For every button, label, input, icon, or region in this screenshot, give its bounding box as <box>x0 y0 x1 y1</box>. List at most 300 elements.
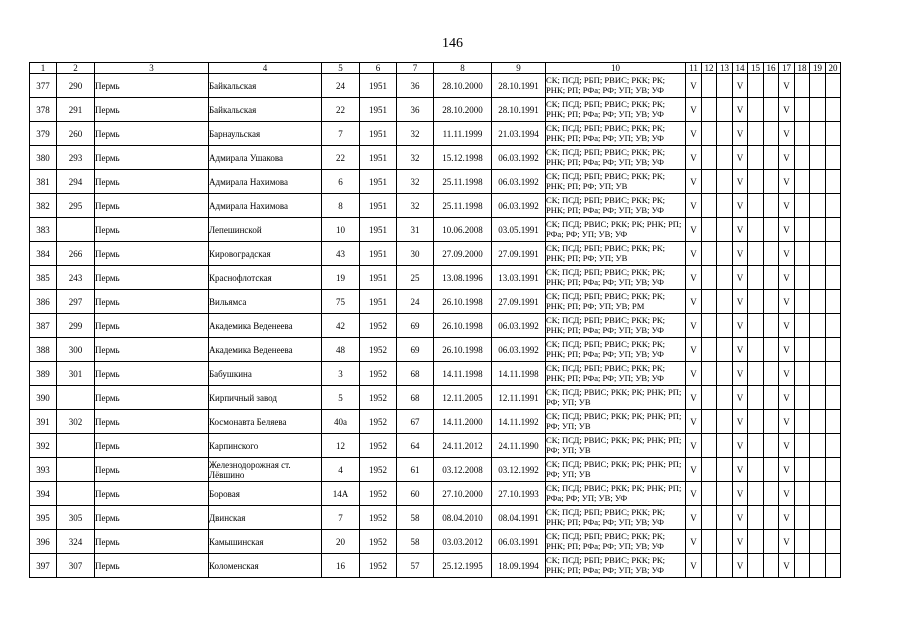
street-name: Байкальская <box>209 98 322 122</box>
flag-cell: V <box>779 242 795 266</box>
apartment-count: 32 <box>397 146 434 170</box>
flag-cell <box>702 410 717 434</box>
flag-cell <box>717 458 733 482</box>
flag-cell: V <box>733 386 748 410</box>
flag-cell <box>795 314 810 338</box>
date-first: 12.11.2005 <box>434 386 492 410</box>
flag-cell <box>702 218 717 242</box>
date-second: 03.05.1991 <box>492 218 546 242</box>
column-header: 4 <box>209 63 322 74</box>
flag-cell: V <box>686 362 702 386</box>
flag-cell <box>764 98 779 122</box>
date-second: 03.12.1992 <box>492 458 546 482</box>
street-name: Космонавта Беляева <box>209 410 322 434</box>
flag-cell <box>748 338 764 362</box>
build-year: 1951 <box>360 122 397 146</box>
street-name: Адмирала Ушакова <box>209 146 322 170</box>
flag-cell <box>748 314 764 338</box>
date-first: 25.11.1998 <box>434 170 492 194</box>
flag-cell <box>810 338 826 362</box>
flag-cell: V <box>779 74 795 98</box>
flag-cell <box>795 362 810 386</box>
build-year: 1952 <box>360 506 397 530</box>
flag-cell <box>764 218 779 242</box>
registry-code: 300 <box>57 338 95 362</box>
flag-cell: V <box>733 242 748 266</box>
works-list: СК; ПСД; РБП; РВИС; РКК; РК; РНК; РП; РФа; РФ; УП; УВ; УФ <box>546 98 686 122</box>
flag-cell <box>810 506 826 530</box>
flag-cell <box>748 482 764 506</box>
house-number: 22 <box>322 146 360 170</box>
flag-cell: V <box>779 554 795 578</box>
works-list: СК; ПСД; РВИС; РКК; РК; РНК; РП; РФа; РФ; УП; УВ; УФ <box>546 482 686 506</box>
table-row <box>30 530 841 554</box>
flag-cell <box>795 170 810 194</box>
row-number: 393 <box>30 458 57 482</box>
header-row <box>30 63 841 74</box>
city-name: Пермь <box>95 530 209 554</box>
flag-cell <box>795 506 810 530</box>
works-list: СК; ПСД; РВИС; РКК; РК; РНК; РП; РФ; УП; УВ <box>546 458 686 482</box>
flag-cell <box>764 410 779 434</box>
apartment-count: 30 <box>397 242 434 266</box>
house-number: 12 <box>322 434 360 458</box>
date-first: 15.12.1998 <box>434 146 492 170</box>
build-year: 1952 <box>360 410 397 434</box>
flag-cell <box>826 242 841 266</box>
flag-cell <box>795 122 810 146</box>
street-name: Железнодорожная ст. Лёвшино <box>209 458 322 482</box>
apartment-count: 64 <box>397 434 434 458</box>
row-number: 378 <box>30 98 57 122</box>
flag-cell: V <box>686 266 702 290</box>
flag-cell: V <box>779 314 795 338</box>
flag-cell <box>702 242 717 266</box>
flag-cell: V <box>686 218 702 242</box>
city-name: Пермь <box>95 170 209 194</box>
flag-cell <box>826 194 841 218</box>
city-name: Пермь <box>95 338 209 362</box>
build-year: 1951 <box>360 170 397 194</box>
date-first: 03.12.2008 <box>434 458 492 482</box>
street-name: Краснофлотская <box>209 266 322 290</box>
date-second: 18.09.1994 <box>492 554 546 578</box>
registry-code: 294 <box>57 170 95 194</box>
date-second: 27.09.1991 <box>492 290 546 314</box>
row-number: 387 <box>30 314 57 338</box>
house-number: 5 <box>322 386 360 410</box>
date-first: 10.06.2008 <box>434 218 492 242</box>
works-list: СК; ПСД; РБП; РВИС; РКК; РК; РНК; РП; РФа; РФ; УП; УВ; УФ <box>546 362 686 386</box>
column-header: 8 <box>434 63 492 74</box>
build-year: 1951 <box>360 218 397 242</box>
flag-cell <box>717 98 733 122</box>
flag-cell: V <box>686 554 702 578</box>
flag-cell: V <box>686 170 702 194</box>
flag-cell <box>717 362 733 386</box>
build-year: 1952 <box>360 434 397 458</box>
flag-cell <box>795 290 810 314</box>
flag-cell <box>826 98 841 122</box>
flag-cell <box>764 362 779 386</box>
flag-cell <box>717 74 733 98</box>
flag-cell <box>717 170 733 194</box>
flag-cell <box>717 338 733 362</box>
flag-cell: V <box>686 74 702 98</box>
column-header: 5 <box>322 63 360 74</box>
flag-cell: V <box>779 338 795 362</box>
flag-cell: V <box>733 98 748 122</box>
flag-cell: V <box>779 218 795 242</box>
flag-cell <box>717 242 733 266</box>
city-name: Пермь <box>95 218 209 242</box>
row-number: 388 <box>30 338 57 362</box>
flag-cell <box>795 218 810 242</box>
row-number: 379 <box>30 122 57 146</box>
flag-cell <box>748 458 764 482</box>
apartment-count: 25 <box>397 266 434 290</box>
flag-cell <box>810 530 826 554</box>
table-row <box>30 146 841 170</box>
flag-cell <box>810 266 826 290</box>
flag-cell <box>748 362 764 386</box>
flag-cell <box>702 74 717 98</box>
flag-cell <box>748 242 764 266</box>
table-row <box>30 554 841 578</box>
date-first: 26.10.1998 <box>434 314 492 338</box>
build-year: 1951 <box>360 290 397 314</box>
flag-cell: V <box>733 554 748 578</box>
column-header: 11 <box>686 63 702 74</box>
city-name: Пермь <box>95 122 209 146</box>
street-name: Карпинского <box>209 434 322 458</box>
registry-code: 266 <box>57 242 95 266</box>
row-number: 395 <box>30 506 57 530</box>
flag-cell <box>795 266 810 290</box>
table-row <box>30 482 841 506</box>
table-row <box>30 314 841 338</box>
flag-cell: V <box>733 410 748 434</box>
column-header: 10 <box>546 63 686 74</box>
flag-cell: V <box>686 410 702 434</box>
flag-cell <box>702 266 717 290</box>
flag-cell <box>795 146 810 170</box>
flag-cell: V <box>686 434 702 458</box>
build-year: 1952 <box>360 386 397 410</box>
date-second: 06.03.1992 <box>492 146 546 170</box>
works-list: СК; ПСД; РБП; РВИС; РКК; РК; РНК; РП; РФа; РФ; УП; УВ; УФ <box>546 122 686 146</box>
apartment-count: 57 <box>397 554 434 578</box>
works-list: СК; ПСД; РБП; РВИС; РКК; РК; РНК; РП; РФа; РФ; УП; УВ; УФ <box>546 194 686 218</box>
flag-cell <box>748 122 764 146</box>
city-name: Пермь <box>95 554 209 578</box>
flag-cell: V <box>686 290 702 314</box>
date-first: 13.08.1996 <box>434 266 492 290</box>
flag-cell: V <box>779 434 795 458</box>
table-row <box>30 242 841 266</box>
flag-cell <box>764 314 779 338</box>
city-name: Пермь <box>95 386 209 410</box>
date-second: 21.03.1994 <box>492 122 546 146</box>
row-number: 394 <box>30 482 57 506</box>
flag-cell: V <box>686 122 702 146</box>
flag-cell <box>826 170 841 194</box>
registry-code: 291 <box>57 98 95 122</box>
column-header: 9 <box>492 63 546 74</box>
flag-cell <box>810 122 826 146</box>
table-row <box>30 74 841 98</box>
city-name: Пермь <box>95 314 209 338</box>
flag-cell: V <box>686 194 702 218</box>
flag-cell: V <box>779 98 795 122</box>
works-list: СК; ПСД; РБП; РВИС; РКК; РК; РНК; РП; РФ; УП; УВ <box>546 170 686 194</box>
flag-cell <box>795 530 810 554</box>
column-header: 14 <box>733 63 748 74</box>
flag-cell <box>826 338 841 362</box>
flag-cell <box>717 386 733 410</box>
registry-code: 243 <box>57 266 95 290</box>
flag-cell <box>810 362 826 386</box>
flag-cell <box>748 194 764 218</box>
city-name: Пермь <box>95 482 209 506</box>
flag-cell <box>810 386 826 410</box>
flag-cell <box>764 170 779 194</box>
flag-cell <box>764 122 779 146</box>
build-year: 1951 <box>360 266 397 290</box>
flag-cell: V <box>733 74 748 98</box>
flag-cell <box>748 266 764 290</box>
works-list: СК; ПСД; РВИС; РКК; РК; РНК; РП; РФа; РФ; УП; УВ; УФ <box>546 218 686 242</box>
date-first: 28.10.2000 <box>434 74 492 98</box>
page-number: 146 <box>442 36 463 51</box>
city-name: Пермь <box>95 266 209 290</box>
column-header: 3 <box>95 63 209 74</box>
house-number: 22 <box>322 98 360 122</box>
works-list: СК; ПСД; РВИС; РКК; РК; РНК; РП; РФ; УП; УВ <box>546 410 686 434</box>
date-second: 27.10.1993 <box>492 482 546 506</box>
flag-cell <box>826 530 841 554</box>
date-first: 27.09.2000 <box>434 242 492 266</box>
registry-code: 293 <box>57 146 95 170</box>
flag-cell <box>826 386 841 410</box>
date-second: 14.11.1998 <box>492 362 546 386</box>
flag-cell: V <box>733 362 748 386</box>
flag-cell <box>795 74 810 98</box>
date-first: 14.11.1998 <box>434 362 492 386</box>
street-name: Коломенская <box>209 554 322 578</box>
flag-cell <box>826 122 841 146</box>
flag-cell <box>826 290 841 314</box>
flag-cell <box>795 554 810 578</box>
housing-registry-table <box>29 62 841 578</box>
flag-cell <box>795 434 810 458</box>
flag-cell <box>748 218 764 242</box>
flag-cell <box>826 362 841 386</box>
flag-cell <box>764 530 779 554</box>
date-first: 25.11.1998 <box>434 194 492 218</box>
flag-cell <box>795 482 810 506</box>
row-number: 386 <box>30 290 57 314</box>
house-number: 20 <box>322 530 360 554</box>
apartment-count: 32 <box>397 122 434 146</box>
flag-cell <box>702 194 717 218</box>
registry-code <box>57 458 95 482</box>
works-list: СК; ПСД; РБП; РВИС; РКК; РК; РНК; РП; РФа; РФ; УП; УВ; УФ <box>546 314 686 338</box>
street-name: Барнаульская <box>209 122 322 146</box>
flag-cell: V <box>686 482 702 506</box>
flag-cell <box>717 434 733 458</box>
street-name: Лепешинской <box>209 218 322 242</box>
flag-cell <box>810 74 826 98</box>
column-header: 13 <box>717 63 733 74</box>
flag-cell <box>702 170 717 194</box>
date-first: 11.11.1999 <box>434 122 492 146</box>
flag-cell: V <box>779 410 795 434</box>
build-year: 1951 <box>360 194 397 218</box>
flag-cell: V <box>733 314 748 338</box>
flag-cell: V <box>779 146 795 170</box>
table-row <box>30 362 841 386</box>
table-row <box>30 338 841 362</box>
works-list: СК; ПСД; РБП; РВИС; РКК; РК; РНК; РП; РФа; РФ; УП; УВ; УФ <box>546 554 686 578</box>
flag-cell <box>810 146 826 170</box>
date-second: 24.11.1990 <box>492 434 546 458</box>
registry-code: 305 <box>57 506 95 530</box>
row-number: 390 <box>30 386 57 410</box>
apartment-count: 68 <box>397 362 434 386</box>
flag-cell <box>717 482 733 506</box>
date-second: 06.03.1992 <box>492 338 546 362</box>
flag-cell <box>748 386 764 410</box>
flag-cell <box>764 386 779 410</box>
table-row <box>30 410 841 434</box>
date-first: 14.11.2000 <box>434 410 492 434</box>
apartment-count: 67 <box>397 410 434 434</box>
date-second: 28.10.1991 <box>492 98 546 122</box>
flag-cell <box>717 266 733 290</box>
row-number: 381 <box>30 170 57 194</box>
table-row <box>30 266 841 290</box>
registry-code <box>57 386 95 410</box>
city-name: Пермь <box>95 98 209 122</box>
column-header: 12 <box>702 63 717 74</box>
flag-cell: V <box>779 362 795 386</box>
flag-cell: V <box>779 458 795 482</box>
works-list: СК; ПСД; РБП; РВИС; РКК; РК; РНК; РП; РФа; РФ; УП; УВ; УФ <box>546 338 686 362</box>
flag-cell <box>717 506 733 530</box>
row-number: 382 <box>30 194 57 218</box>
flag-cell <box>702 98 717 122</box>
flag-cell: V <box>733 122 748 146</box>
flag-cell: V <box>686 242 702 266</box>
flag-cell <box>764 458 779 482</box>
house-number: 7 <box>322 122 360 146</box>
registry-code: 324 <box>57 530 95 554</box>
city-name: Пермь <box>95 410 209 434</box>
build-year: 1952 <box>360 314 397 338</box>
street-name: Двинская <box>209 506 322 530</box>
flag-cell <box>702 314 717 338</box>
works-list: СК; ПСД; РБП; РВИС; РКК; РК; РНК; РП; РФ; УП; УВ; РМ <box>546 290 686 314</box>
apartment-count: 60 <box>397 482 434 506</box>
flag-cell <box>795 242 810 266</box>
table-row <box>30 218 841 242</box>
row-number: 391 <box>30 410 57 434</box>
flag-cell <box>764 434 779 458</box>
flag-cell <box>810 218 826 242</box>
city-name: Пермь <box>95 290 209 314</box>
date-second: 14.11.1992 <box>492 410 546 434</box>
build-year: 1952 <box>360 530 397 554</box>
flag-cell <box>810 410 826 434</box>
flag-cell <box>764 506 779 530</box>
registry-code: 299 <box>57 314 95 338</box>
apartment-count: 36 <box>397 74 434 98</box>
city-name: Пермь <box>95 362 209 386</box>
date-second: 27.09.1991 <box>492 242 546 266</box>
works-list: СК; ПСД; РВИС; РКК; РК; РНК; РП; РФ; УП; УВ <box>546 386 686 410</box>
column-header: 7 <box>397 63 434 74</box>
city-name: Пермь <box>95 506 209 530</box>
build-year: 1951 <box>360 98 397 122</box>
date-second: 13.03.1991 <box>492 266 546 290</box>
registry-code: 301 <box>57 362 95 386</box>
city-name: Пермь <box>95 458 209 482</box>
row-number: 396 <box>30 530 57 554</box>
flag-cell: V <box>779 266 795 290</box>
flag-cell <box>795 338 810 362</box>
house-number: 16 <box>322 554 360 578</box>
flag-cell <box>748 530 764 554</box>
flag-cell: V <box>779 194 795 218</box>
registry-code: 297 <box>57 290 95 314</box>
flag-cell <box>748 146 764 170</box>
flag-cell <box>795 98 810 122</box>
house-number: 10 <box>322 218 360 242</box>
flag-cell <box>702 554 717 578</box>
registry-code: 302 <box>57 410 95 434</box>
house-number: 19 <box>322 266 360 290</box>
row-number: 384 <box>30 242 57 266</box>
flag-cell <box>748 98 764 122</box>
date-first: 27.10.2000 <box>434 482 492 506</box>
date-second: 12.11.1991 <box>492 386 546 410</box>
flag-cell: V <box>779 386 795 410</box>
street-name: Кировоградская <box>209 242 322 266</box>
registry-code: 260 <box>57 122 95 146</box>
house-number: 48 <box>322 338 360 362</box>
city-name: Пермь <box>95 146 209 170</box>
flag-cell: V <box>733 290 748 314</box>
flag-cell <box>826 410 841 434</box>
date-first: 26.10.1998 <box>434 290 492 314</box>
street-name: Кирпичный завод <box>209 386 322 410</box>
city-name: Пермь <box>95 194 209 218</box>
flag-cell <box>702 386 717 410</box>
build-year: 1951 <box>360 74 397 98</box>
flag-cell: V <box>686 530 702 554</box>
flag-cell: V <box>733 482 748 506</box>
flag-cell: V <box>686 506 702 530</box>
flag-cell <box>702 122 717 146</box>
flag-cell <box>748 410 764 434</box>
flag-cell <box>748 506 764 530</box>
flag-cell: V <box>686 458 702 482</box>
street-name: Адмирала Нахимова <box>209 194 322 218</box>
flag-cell <box>702 146 717 170</box>
flag-cell <box>810 194 826 218</box>
date-first: 25.12.1995 <box>434 554 492 578</box>
